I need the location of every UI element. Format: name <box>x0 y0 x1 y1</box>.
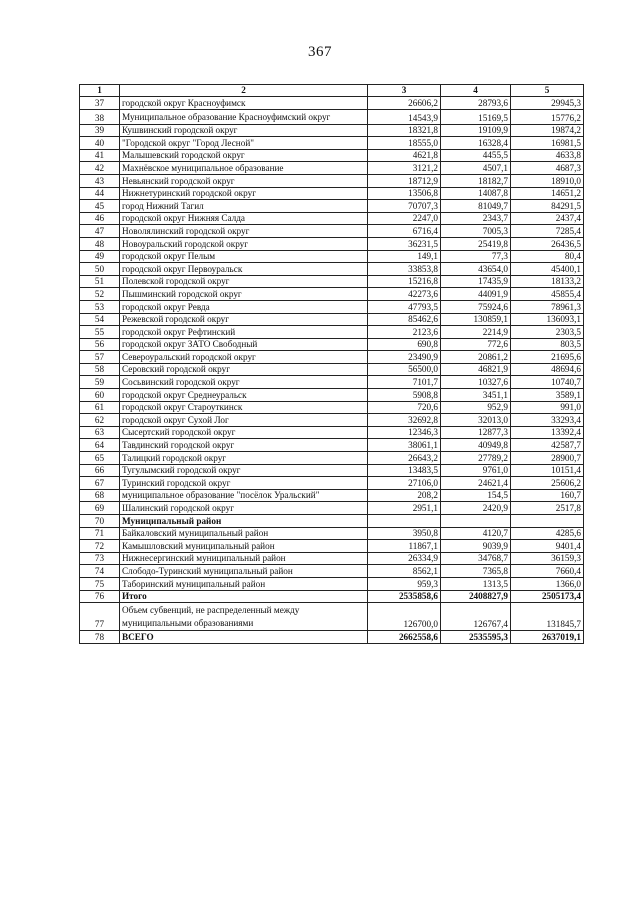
row-name-cell: Талицкий городской округ <box>120 452 368 465</box>
row-value-col4-cell: 154,5 <box>441 489 511 502</box>
row-value-col3-cell: 2247,0 <box>368 212 441 225</box>
table-row <box>80 97 584 110</box>
row-value-col4-cell: 3451,1 <box>441 389 511 402</box>
table-body <box>80 97 584 644</box>
row-value-col4-cell: 34768,7 <box>441 552 511 565</box>
row-value-col3-cell: 26643,2 <box>368 452 441 465</box>
row-value-col3-cell: 5908,8 <box>368 389 441 402</box>
table-row <box>80 389 584 402</box>
row-value-col5-cell: 21695,6 <box>511 351 584 364</box>
row-value-col5-cell: 36159,3 <box>511 552 584 565</box>
table-row <box>80 565 584 578</box>
row-name-cell: Режевской городской округ <box>120 313 368 326</box>
row-value-col4-cell: 44091,9 <box>441 288 511 301</box>
row-name-cell: Муниципальный район <box>120 515 368 528</box>
row-value-col5-cell: 42587,7 <box>511 439 584 452</box>
table-row <box>80 212 584 225</box>
row-value-col3-cell: 8562,1 <box>368 565 441 578</box>
row-name-cell: Новоуральский городской округ <box>120 237 368 250</box>
row-value-col5-cell: 991,0 <box>511 401 584 414</box>
row-value-col3-cell: 7101,7 <box>368 376 441 389</box>
table-row <box>80 109 584 124</box>
row-name-cell: Муниципальное образование Красноуфимский округ <box>120 109 368 124</box>
row-value-col5-cell: 4687,3 <box>511 162 584 175</box>
row-value-col4-cell: 7365,8 <box>441 565 511 578</box>
row-number-cell: 76 <box>80 590 120 603</box>
row-value-col3-cell: 56500,0 <box>368 363 441 376</box>
row-number-cell: 78 <box>80 631 120 644</box>
row-number-cell: 65 <box>80 452 120 465</box>
row-number-cell: 72 <box>80 540 120 553</box>
row-value-col4-cell: 2343,7 <box>441 212 511 225</box>
row-value-col5-cell: 2505173,4 <box>511 590 584 603</box>
row-name-cell: Пышминский городской округ <box>120 288 368 301</box>
row-value-col4-cell: 4507,1 <box>441 162 511 175</box>
row-name-cell: Махнёвское муниципальное образование <box>120 162 368 175</box>
row-value-col4-cell: 126767,4 <box>441 603 511 631</box>
table-row <box>80 137 584 150</box>
row-number-cell: 53 <box>80 300 120 313</box>
table-row <box>80 426 584 439</box>
row-value-col3-cell: 36231,5 <box>368 237 441 250</box>
row-value-col3-cell: 11867,1 <box>368 540 441 553</box>
row-value-col5-cell: 19874,2 <box>511 124 584 137</box>
row-number-cell: 37 <box>80 97 120 110</box>
row-name-cell: Североуральский городской округ <box>120 351 368 364</box>
row-number-cell: 51 <box>80 275 120 288</box>
row-value-col5-cell: 160,7 <box>511 489 584 502</box>
table-row <box>80 376 584 389</box>
row-value-col3-cell: 13506,8 <box>368 187 441 200</box>
row-name-cell: городской округ Пелым <box>120 250 368 263</box>
row-value-col5-cell: 9401,4 <box>511 540 584 553</box>
table-header-row <box>80 85 584 97</box>
row-value-col4-cell: 952,9 <box>441 401 511 414</box>
row-number-cell: 49 <box>80 250 120 263</box>
table-row <box>80 288 584 301</box>
row-value-col3-cell: 18321,8 <box>368 124 441 137</box>
table-row <box>80 401 584 414</box>
row-name-cell: Новолялинский городской округ <box>120 225 368 238</box>
row-value-col5-cell: 803,5 <box>511 338 584 351</box>
row-value-col4-cell: 12877,3 <box>441 426 511 439</box>
row-name-cell: Камышловский муниципальный район <box>120 540 368 553</box>
row-value-col3-cell: 14543,9 <box>368 109 441 124</box>
row-value-col5-cell: 2303,5 <box>511 326 584 339</box>
table-row <box>80 326 584 339</box>
row-value-col4-cell: 9761,0 <box>441 464 511 477</box>
row-value-col4-cell: 2535595,3 <box>441 631 511 644</box>
row-value-col5-cell: 25606,2 <box>511 477 584 490</box>
row-value-col4-cell: 25419,8 <box>441 237 511 250</box>
row-value-col4-cell: 7005,3 <box>441 225 511 238</box>
row-value-col4-cell: 9039,9 <box>441 540 511 553</box>
row-value-col3-cell: 720,6 <box>368 401 441 414</box>
row-name-cell: городской округ Рефтинский <box>120 326 368 339</box>
row-value-col3-cell: 38061,1 <box>368 439 441 452</box>
row-value-col5-cell: 1366,0 <box>511 577 584 590</box>
table-row <box>80 515 584 528</box>
page-number: 367 <box>308 44 332 60</box>
row-number-cell: 45 <box>80 200 120 213</box>
table-row <box>80 489 584 502</box>
row-name-cell: городской округ ЗАТО Свободный <box>120 338 368 351</box>
row-value-col4-cell: 2420,9 <box>441 502 511 515</box>
row-value-col5-cell <box>511 515 584 528</box>
row-value-col5-cell: 18910,0 <box>511 174 584 187</box>
table-row <box>80 477 584 490</box>
row-value-col4-cell: 27789,2 <box>441 452 511 465</box>
row-value-col3-cell: 2535858,6 <box>368 590 441 603</box>
row-number-cell: 70 <box>80 515 120 528</box>
row-value-col5-cell: 13392,4 <box>511 426 584 439</box>
row-value-col3-cell: 2662558,6 <box>368 631 441 644</box>
row-name-cell: Сысертский городской округ <box>120 426 368 439</box>
row-number-cell: 59 <box>80 376 120 389</box>
table-row <box>80 439 584 452</box>
row-value-col3-cell: 85462,6 <box>368 313 441 326</box>
table-row <box>80 590 584 603</box>
table-row <box>80 502 584 515</box>
table-row <box>80 452 584 465</box>
header-col-1: 1 <box>80 85 120 97</box>
row-value-col4-cell: 43654,0 <box>441 263 511 276</box>
row-value-col4-cell: 4455,5 <box>441 149 511 162</box>
row-value-col3-cell: 42273,6 <box>368 288 441 301</box>
table-row <box>80 200 584 213</box>
row-value-col5-cell: 10151,4 <box>511 464 584 477</box>
table-row <box>80 237 584 250</box>
row-value-col5-cell: 4285,6 <box>511 527 584 540</box>
table-row <box>80 174 584 187</box>
row-value-col5-cell: 7660,4 <box>511 565 584 578</box>
row-value-col3-cell: 70707,3 <box>368 200 441 213</box>
table-row <box>80 464 584 477</box>
row-value-col4-cell: 81049,7 <box>441 200 511 213</box>
row-value-col5-cell: 131845,7 <box>511 603 584 631</box>
table-row <box>80 250 584 263</box>
table-row <box>80 631 584 644</box>
row-value-col5-cell: 136093,1 <box>511 313 584 326</box>
row-value-col5-cell: 3589,1 <box>511 389 584 402</box>
row-value-col5-cell: 7285,4 <box>511 225 584 238</box>
table-row <box>80 603 584 631</box>
row-name-cell: ВСЕГО <box>120 631 368 644</box>
row-number-cell: 68 <box>80 489 120 502</box>
row-value-col4-cell: 16328,4 <box>441 137 511 150</box>
row-value-col5-cell: 2517,8 <box>511 502 584 515</box>
row-number-cell: 69 <box>80 502 120 515</box>
table-row <box>80 313 584 326</box>
row-number-cell: 77 <box>80 603 120 631</box>
row-value-col4-cell: 28793,6 <box>441 97 511 110</box>
row-value-col4-cell: 1313,5 <box>441 577 511 590</box>
row-value-col5-cell: 26436,5 <box>511 237 584 250</box>
row-name-cell: Объем субвенций, не распределенный между муниципальными образованиями <box>120 603 368 631</box>
row-value-col5-cell: 78961,3 <box>511 300 584 313</box>
row-value-col5-cell: 48694,6 <box>511 363 584 376</box>
row-value-col3-cell: 33853,8 <box>368 263 441 276</box>
row-name-cell: Полевской городской округ <box>120 275 368 288</box>
row-number-cell: 46 <box>80 212 120 225</box>
row-value-col5-cell: 16981,5 <box>511 137 584 150</box>
row-value-col5-cell: 10740,7 <box>511 376 584 389</box>
row-value-col5-cell: 80,4 <box>511 250 584 263</box>
table-row <box>80 351 584 364</box>
row-value-col4-cell: 18182,7 <box>441 174 511 187</box>
row-value-col5-cell: 29945,3 <box>511 97 584 110</box>
row-name-cell: Сосьвинский городской округ <box>120 376 368 389</box>
row-value-col3-cell: 2123,6 <box>368 326 441 339</box>
row-value-col5-cell: 28900,7 <box>511 452 584 465</box>
row-number-cell: 74 <box>80 565 120 578</box>
row-number-cell: 52 <box>80 288 120 301</box>
row-number-cell: 55 <box>80 326 120 339</box>
row-value-col3-cell: 149,1 <box>368 250 441 263</box>
table-row <box>80 527 584 540</box>
row-value-col4-cell: 14087,8 <box>441 187 511 200</box>
row-value-col3-cell: 32692,8 <box>368 414 441 427</box>
row-name-cell: Серовский городской округ <box>120 363 368 376</box>
row-value-col3-cell: 12346,3 <box>368 426 441 439</box>
row-name-cell: городской округ Нижняя Салда <box>120 212 368 225</box>
row-number-cell: 62 <box>80 414 120 427</box>
row-value-col5-cell: 4633,8 <box>511 149 584 162</box>
row-value-col5-cell: 84291,5 <box>511 200 584 213</box>
header-col-4: 4 <box>441 85 511 97</box>
row-name-cell: Таборинский муниципальный район <box>120 577 368 590</box>
row-name-cell: Невьянский городской округ <box>120 174 368 187</box>
row-value-col5-cell: 15776,2 <box>511 109 584 124</box>
table-row <box>80 275 584 288</box>
row-name-cell: Тавдинский городской округ <box>120 439 368 452</box>
row-value-col3-cell: 126700,0 <box>368 603 441 631</box>
table-row <box>80 300 584 313</box>
row-number-cell: 42 <box>80 162 120 175</box>
row-value-col3-cell: 23490,9 <box>368 351 441 364</box>
row-value-col3-cell: 3121,2 <box>368 162 441 175</box>
row-name-cell: муниципальное образование "посёлок Уральский" <box>120 489 368 502</box>
table-row <box>80 577 584 590</box>
row-value-col3-cell: 208,2 <box>368 489 441 502</box>
header-col-2: 2 <box>120 85 368 97</box>
row-value-col4-cell: 4120,7 <box>441 527 511 540</box>
row-number-cell: 66 <box>80 464 120 477</box>
row-value-col4-cell: 10327,6 <box>441 376 511 389</box>
row-value-col5-cell: 2637019,1 <box>511 631 584 644</box>
row-name-cell: Малышевский городской округ <box>120 149 368 162</box>
row-value-col3-cell: 26334,9 <box>368 552 441 565</box>
header-col-5: 5 <box>511 85 584 97</box>
row-value-col5-cell: 14651,2 <box>511 187 584 200</box>
row-name-cell: Кушвинский городской округ <box>120 124 368 137</box>
row-value-col4-cell: 2214,9 <box>441 326 511 339</box>
table-row <box>80 124 584 137</box>
row-value-col4-cell: 75924,6 <box>441 300 511 313</box>
row-number-cell: 38 <box>80 109 120 124</box>
table-row <box>80 363 584 376</box>
row-value-col4-cell: 130859,1 <box>441 313 511 326</box>
row-value-col4-cell: 46821,9 <box>441 363 511 376</box>
row-value-col3-cell: 15216,8 <box>368 275 441 288</box>
row-number-cell: 64 <box>80 439 120 452</box>
row-value-col4-cell: 20861,2 <box>441 351 511 364</box>
row-value-col3-cell: 959,3 <box>368 577 441 590</box>
row-number-cell: 39 <box>80 124 120 137</box>
row-name-cell: Нижнесергинский муниципальный район <box>120 552 368 565</box>
row-number-cell: 48 <box>80 237 120 250</box>
row-name-cell: Итого <box>120 590 368 603</box>
row-name-cell: Байкаловский муниципальный район <box>120 527 368 540</box>
row-value-col5-cell: 18133,2 <box>511 275 584 288</box>
row-value-col3-cell: 27106,0 <box>368 477 441 490</box>
table-row <box>80 187 584 200</box>
row-name-cell: Тугулымский городской округ <box>120 464 368 477</box>
row-number-cell: 73 <box>80 552 120 565</box>
row-number-cell: 47 <box>80 225 120 238</box>
row-value-col3-cell: 13483,5 <box>368 464 441 477</box>
row-name-cell: городской округ Староуткинск <box>120 401 368 414</box>
row-number-cell: 54 <box>80 313 120 326</box>
row-value-col4-cell: 32013,0 <box>441 414 511 427</box>
table-row <box>80 149 584 162</box>
table-row <box>80 263 584 276</box>
row-name-cell: Шалинский городской округ <box>120 502 368 515</box>
row-value-col5-cell: 45855,4 <box>511 288 584 301</box>
row-value-col4-cell: 15169,5 <box>441 109 511 124</box>
row-value-col3-cell <box>368 515 441 528</box>
row-number-cell: 41 <box>80 149 120 162</box>
row-name-cell: городской округ Красноуфимск <box>120 97 368 110</box>
row-number-cell: 57 <box>80 351 120 364</box>
row-value-col4-cell: 17435,9 <box>441 275 511 288</box>
row-name-cell: городской округ Ревда <box>120 300 368 313</box>
row-name-cell: городской округ Первоуральск <box>120 263 368 276</box>
row-value-col3-cell: 47793,5 <box>368 300 441 313</box>
row-number-cell: 50 <box>80 263 120 276</box>
row-value-col3-cell: 2951,1 <box>368 502 441 515</box>
table-row <box>80 338 584 351</box>
row-value-col5-cell: 33293,4 <box>511 414 584 427</box>
row-value-col4-cell: 19109,9 <box>441 124 511 137</box>
row-number-cell: 75 <box>80 577 120 590</box>
row-value-col3-cell: 18712,9 <box>368 174 441 187</box>
row-value-col3-cell: 18555,0 <box>368 137 441 150</box>
row-value-col4-cell <box>441 515 511 528</box>
row-name-cell: Нижнетуринский городской округ <box>120 187 368 200</box>
row-number-cell: 60 <box>80 389 120 402</box>
row-name-cell: "Городской округ "Город Лесной" <box>120 137 368 150</box>
table-row <box>80 225 584 238</box>
row-name-cell: городской округ Сухой Лог <box>120 414 368 427</box>
budget-table <box>79 84 584 644</box>
row-value-col3-cell: 6716,4 <box>368 225 441 238</box>
row-number-cell: 63 <box>80 426 120 439</box>
row-number-cell: 67 <box>80 477 120 490</box>
row-value-col3-cell: 4621,8 <box>368 149 441 162</box>
row-name-cell: городской округ Среднеуральск <box>120 389 368 402</box>
row-value-col3-cell: 3950,8 <box>368 527 441 540</box>
row-value-col3-cell: 690,8 <box>368 338 441 351</box>
table-row <box>80 540 584 553</box>
row-number-cell: 56 <box>80 338 120 351</box>
row-value-col3-cell: 26606,2 <box>368 97 441 110</box>
row-number-cell: 44 <box>80 187 120 200</box>
row-number-cell: 40 <box>80 137 120 150</box>
header-col-3: 3 <box>368 85 441 97</box>
table-row <box>80 414 584 427</box>
row-number-cell: 71 <box>80 527 120 540</box>
row-name-cell: Туринский городской округ <box>120 477 368 490</box>
row-value-col5-cell: 2437,4 <box>511 212 584 225</box>
row-number-cell: 43 <box>80 174 120 187</box>
row-value-col5-cell: 45400,1 <box>511 263 584 276</box>
row-number-cell: 61 <box>80 401 120 414</box>
row-value-col4-cell: 40949,8 <box>441 439 511 452</box>
row-number-cell: 58 <box>80 363 120 376</box>
row-name-cell: Слободо-Туринский муниципальный район <box>120 565 368 578</box>
table-row <box>80 162 584 175</box>
row-value-col4-cell: 2408827,9 <box>441 590 511 603</box>
row-name-cell: город Нижний Тагил <box>120 200 368 213</box>
row-value-col4-cell: 24621,4 <box>441 477 511 490</box>
row-value-col4-cell: 772,6 <box>441 338 511 351</box>
row-value-col4-cell: 77,3 <box>441 250 511 263</box>
table-row <box>80 552 584 565</box>
